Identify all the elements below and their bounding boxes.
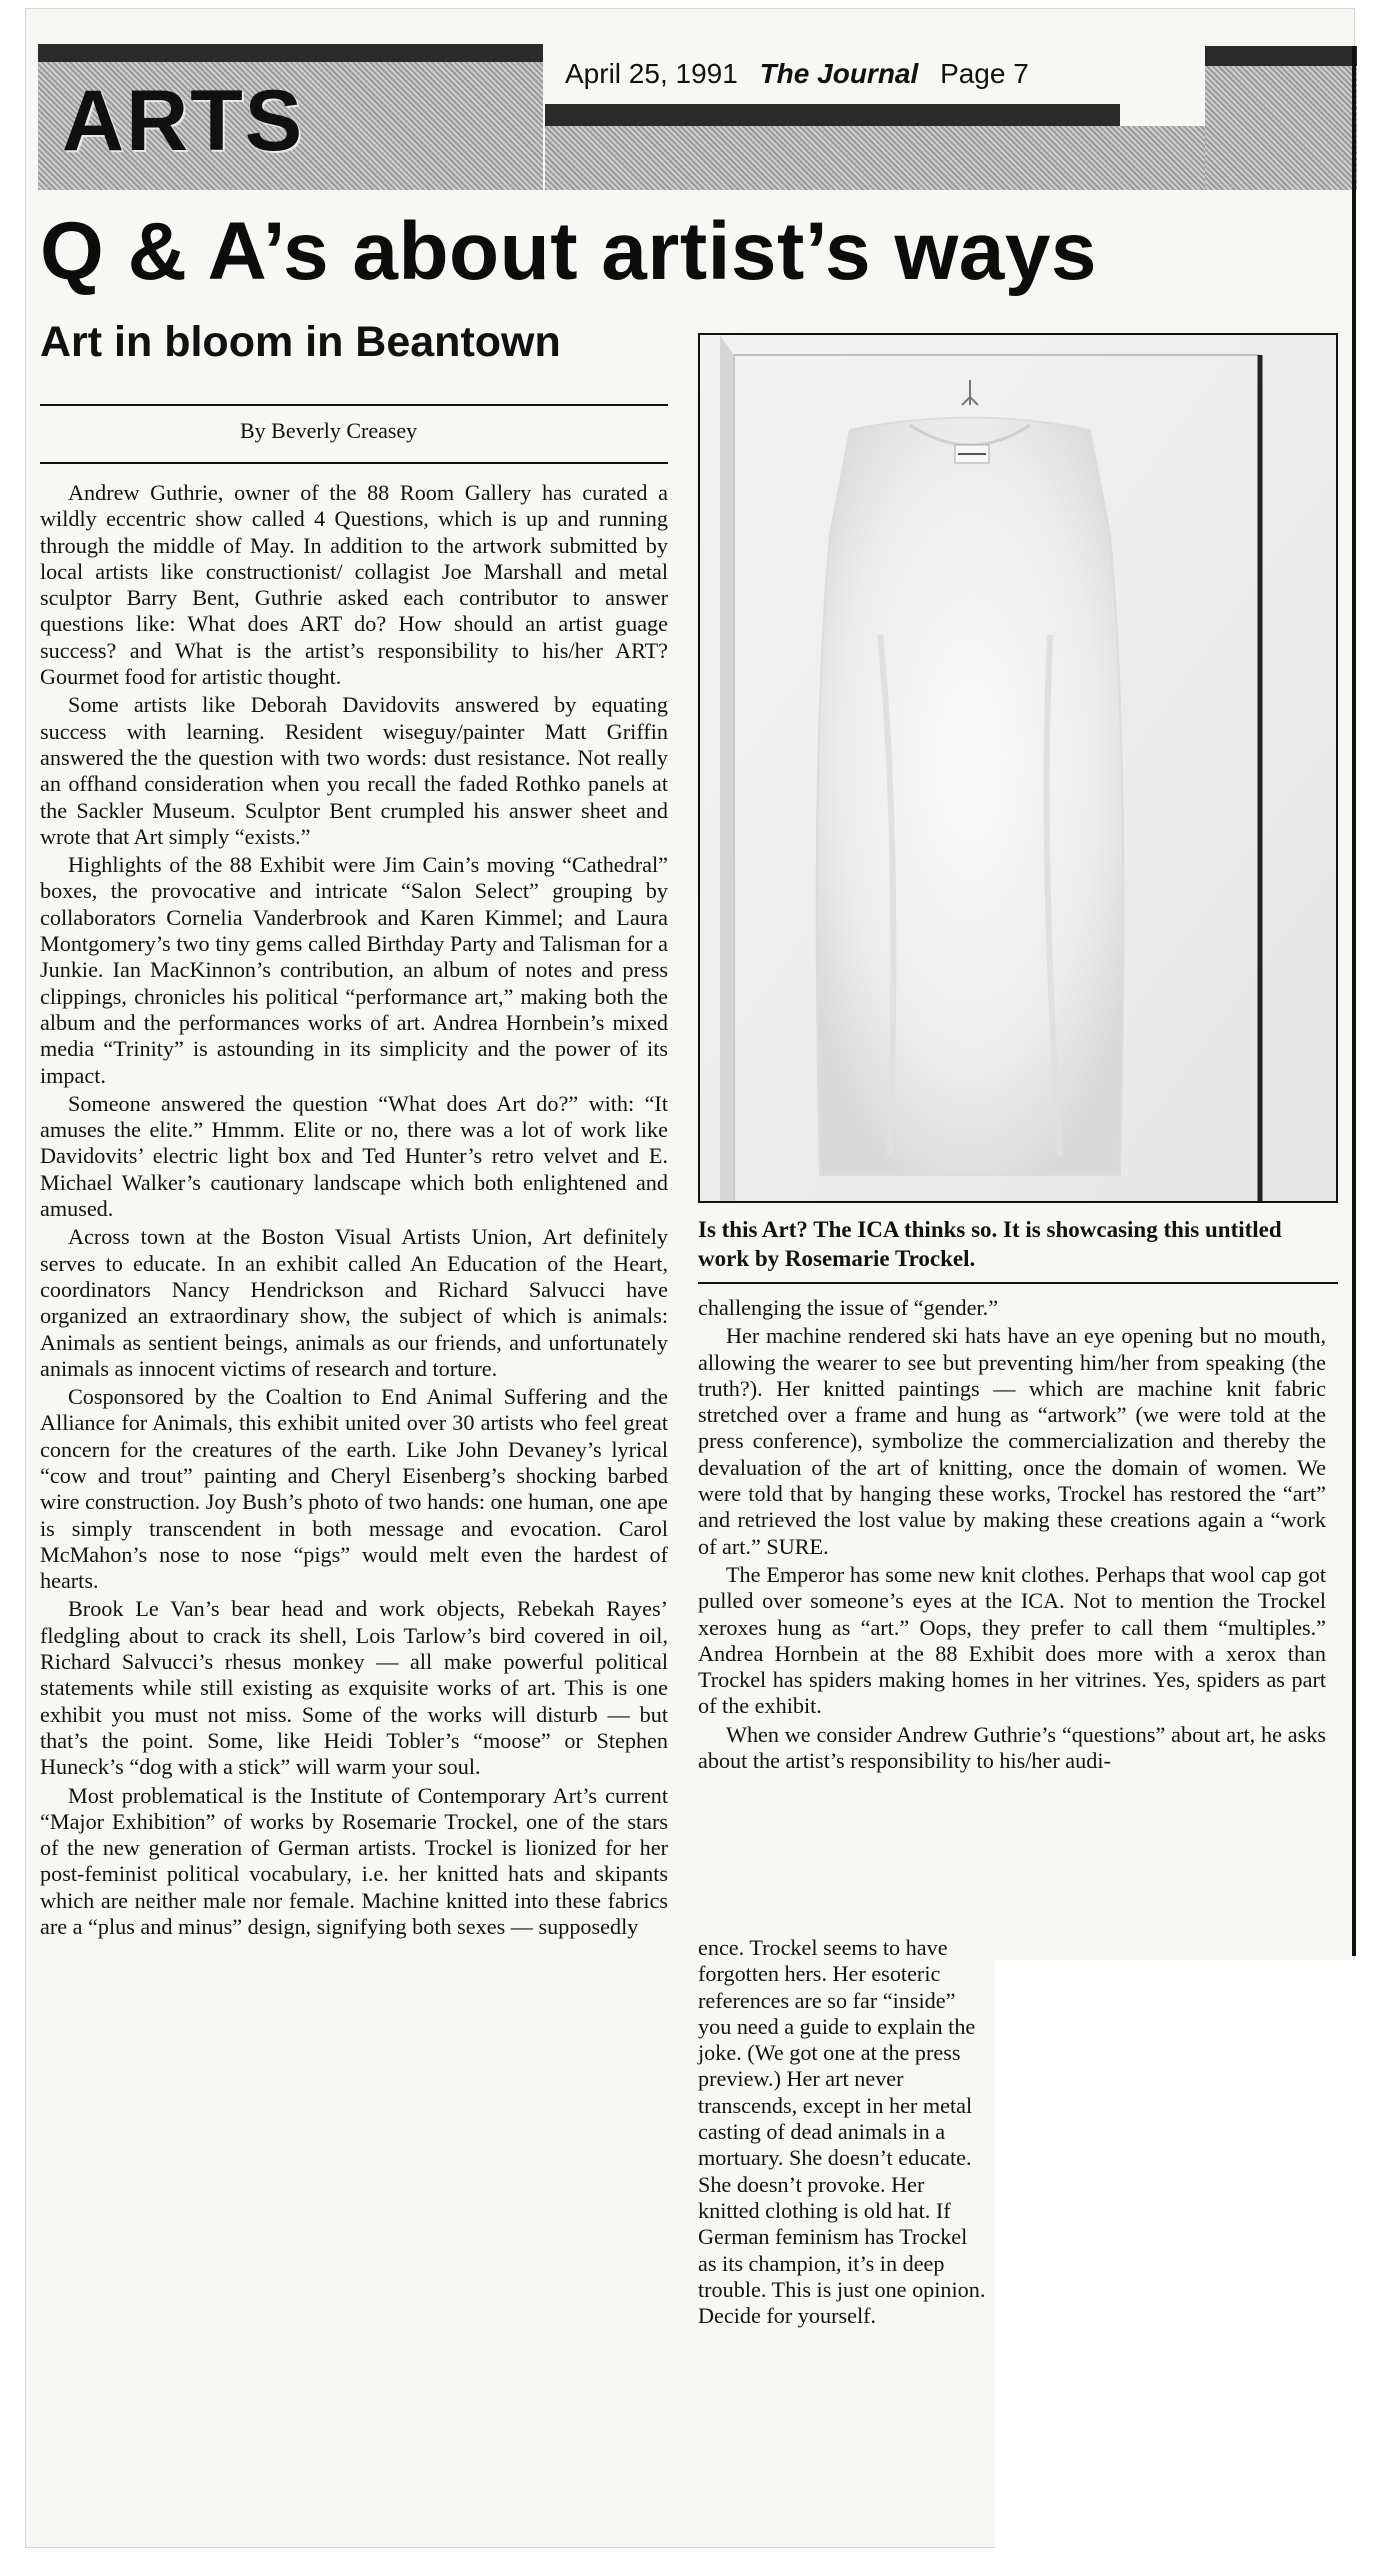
article-body-left — [40, 480, 668, 1940]
paragraph: Brook Le Van’s bear head and work objects, Rebekah Rayes’ fledgling about to crack its shell, Lois Tarlow’s bird covered in oil, Richard Salvucci’s rhesus monkey — all make powerful political statements while still existing as exquisite works of art. This is one exhibit you must not miss. Some of the works will disturb — but that’s the point. Some, like Heidi Tobler’s “moose” or Stephen Huneck’s “dog with a stick” will warm your soul. — [40, 1596, 668, 1780]
paragraph: Cosponsored by the Coaltion to End Animal Suffering and the Alliance for Animals, this exhibit united over 30 artists who feel great concern for the creatures of the earth. Like John Devaney’s lyrical “cow and trout” painting and Cheryl Eisenberg’s shocking barbed wire construction. Joy Bush’s photo of two hands: one human, one ape is simply transcendent in both message and evocation. Carol McMahon’s nose to nose “pigs” would melt even the hardest of hearts. — [40, 1384, 668, 1594]
headline: Q & A’s about artist’s ways — [40, 206, 1098, 297]
section-label: ARTS — [62, 73, 305, 169]
masthead-hatch-mid — [545, 126, 1205, 190]
subheadline: Art in bloom in Beantown — [40, 318, 561, 366]
artwork-photo — [698, 333, 1338, 1203]
byline-rule — [40, 462, 668, 464]
publication-name: The Journal — [759, 58, 919, 89]
page-number: Page 7 — [940, 58, 1029, 89]
subhead-rule — [40, 404, 668, 406]
issue-date: April 25, 1991 — [565, 58, 738, 89]
dateline — [565, 58, 1029, 90]
paragraph: Highlights of the 88 Exhibit were Jim Cain’s moving “Cathedral” boxes, the provocative and intricate “Salon Select” grouping by collaborators Cornelia Vanderbrook and Karen Kimmel; and Laura Montgomery’s two tiny gems called Birthday Party and Talisman for a Junkie. Ian MacKinnon’s contribution, an album of notes and press clippings, chronicles his political “performance art,” making both the album and the performances works of art. Andrea Hornbein’s mixed media “Trinity” is astounding in its simplicity and the power of its impact. — [40, 852, 668, 1088]
photo-caption: Is this Art? The ICA thinks so. It is showcasing this untitled work by Rosemarie Trockel. — [698, 1217, 1282, 1271]
paragraph: Some artists like Deborah Davidovits answered by equating success with learning. Resident wiseguy/painter Matt Griffin answered the the question with two words: dust resistance. Not really an offhand consideration when you recall the faded Rothko panels at the Sackler Museum. Sculptor Bent crumpled his answer sheet and wrote that Art simply “exists.” — [40, 692, 668, 849]
photo-image — [700, 335, 1336, 1201]
paragraph: Across town at the Boston Visual Artists Union, Art definitely serves to educate. In an exhibit called An Education of the Heart, coordinators Nancy Hendrickson and Richard Salvucci have organized an extraordinary show, the subject of which is animals: Animals as sentient beings, animals as our friends, and unfortunately animals as innocent victims of research and torture. — [40, 1224, 668, 1381]
cutout-area — [995, 1960, 1377, 2560]
masthead-bar-right — [1205, 46, 1357, 66]
paragraph: Her machine rendered ski hats have an eye opening but no mouth, allowing the wearer to see but preventing him/her from speaking (the truth?). Her knitted paintings — which are machine knit fabric stretched over a frame and hung as “artwork” (we were told at the press conference), symbolize the commercialization and thereby the devaluation of the art of knitting, once the domain of women. We were told that by hanging these works, Trockel has restored the “art” and retrieved the lost value by making these creations again a “work of art.” SURE. — [698, 1323, 1326, 1559]
masthead-bar-left — [38, 44, 543, 62]
paragraph: The Emperor has some new knit clothes. Perhaps that wool cap got pulled over someone’s eyes at the ICA. Not to mention the Trockel xeroxes hung as “art.” Oops, they prefer to call them “multiples.” Andrea Hornbein at the 88 Exhibit does more with a xerox than Trockel has spiders making homes in her vitrines. Yes, spiders as part of the exhibit. — [698, 1561, 1326, 1719]
article-body-narrow — [698, 1935, 990, 2329]
paragraph: Andrew Guthrie, owner of the 88 Room Gallery has curated a wildly eccentric show called 4 Questions, which is up and running through the middle of May. In addition to the artwork submitted by local artists like constructionist/ collagist Joe Marshall and metal sculptor Barry Bent, Guthrie asked each contributor to answer questions like: What does ART do? How should an artist guage success? and What is the artist’s responsibility to his/her ART? Gourmet food for artistic thought. — [40, 480, 668, 690]
paragraph: challenging the issue of “gender.” — [698, 1295, 999, 1320]
clipping-edge — [1352, 46, 1356, 1956]
paragraph: When we consider Andrew Guthrie’s “questions” about art, he asks about the artist’s responsibility to his/her audi- — [698, 1721, 1326, 1774]
paragraph: Most problematical is the Institute of Contemporary Art’s current “Major Exhibition” of works by Rosemarie Trockel, one of the stars of the new generation of German artists. Trockel is lionized for her post-feminist political vocabulary, i.e. her knitted hats and skipants which are neither male nor female. Machine knitted into these fabrics are a “plus and minus” design, signifying both sexes — supposedly — [40, 1782, 668, 1940]
article-body-right — [698, 1295, 1326, 1774]
masthead-hatch-right — [1205, 66, 1357, 190]
masthead-bar-mid — [545, 104, 1120, 126]
paragraph: Someone answered the question “What does Art do?” with: “It amuses the elite.” Hmmm. Elite or no, there was a lot of work like Davidovits’ electric light box and Ted Hunter’s retro velvet and E. Michael Walker’s cautionary landscape which both enlightened and amused. — [40, 1090, 668, 1222]
paragraph: ence. Trockel seems to have forgotten hers. Her esoteric references are so far “inside” you need a guide to explain the joke. (We got one at the press preview.) Her art never transcends, except in her metal casting of dead animals in a mortuary. She doesn’t educate. She doesn’t provoke. Her knitted clothing is old hat. If German feminism has Trockel as its champion, it’s in deep trouble. This is just one opinion. Decide for yourself. — [698, 1935, 986, 2329]
byline: By Beverly Creasey — [240, 418, 418, 443]
caption-rule — [698, 1282, 1338, 1284]
